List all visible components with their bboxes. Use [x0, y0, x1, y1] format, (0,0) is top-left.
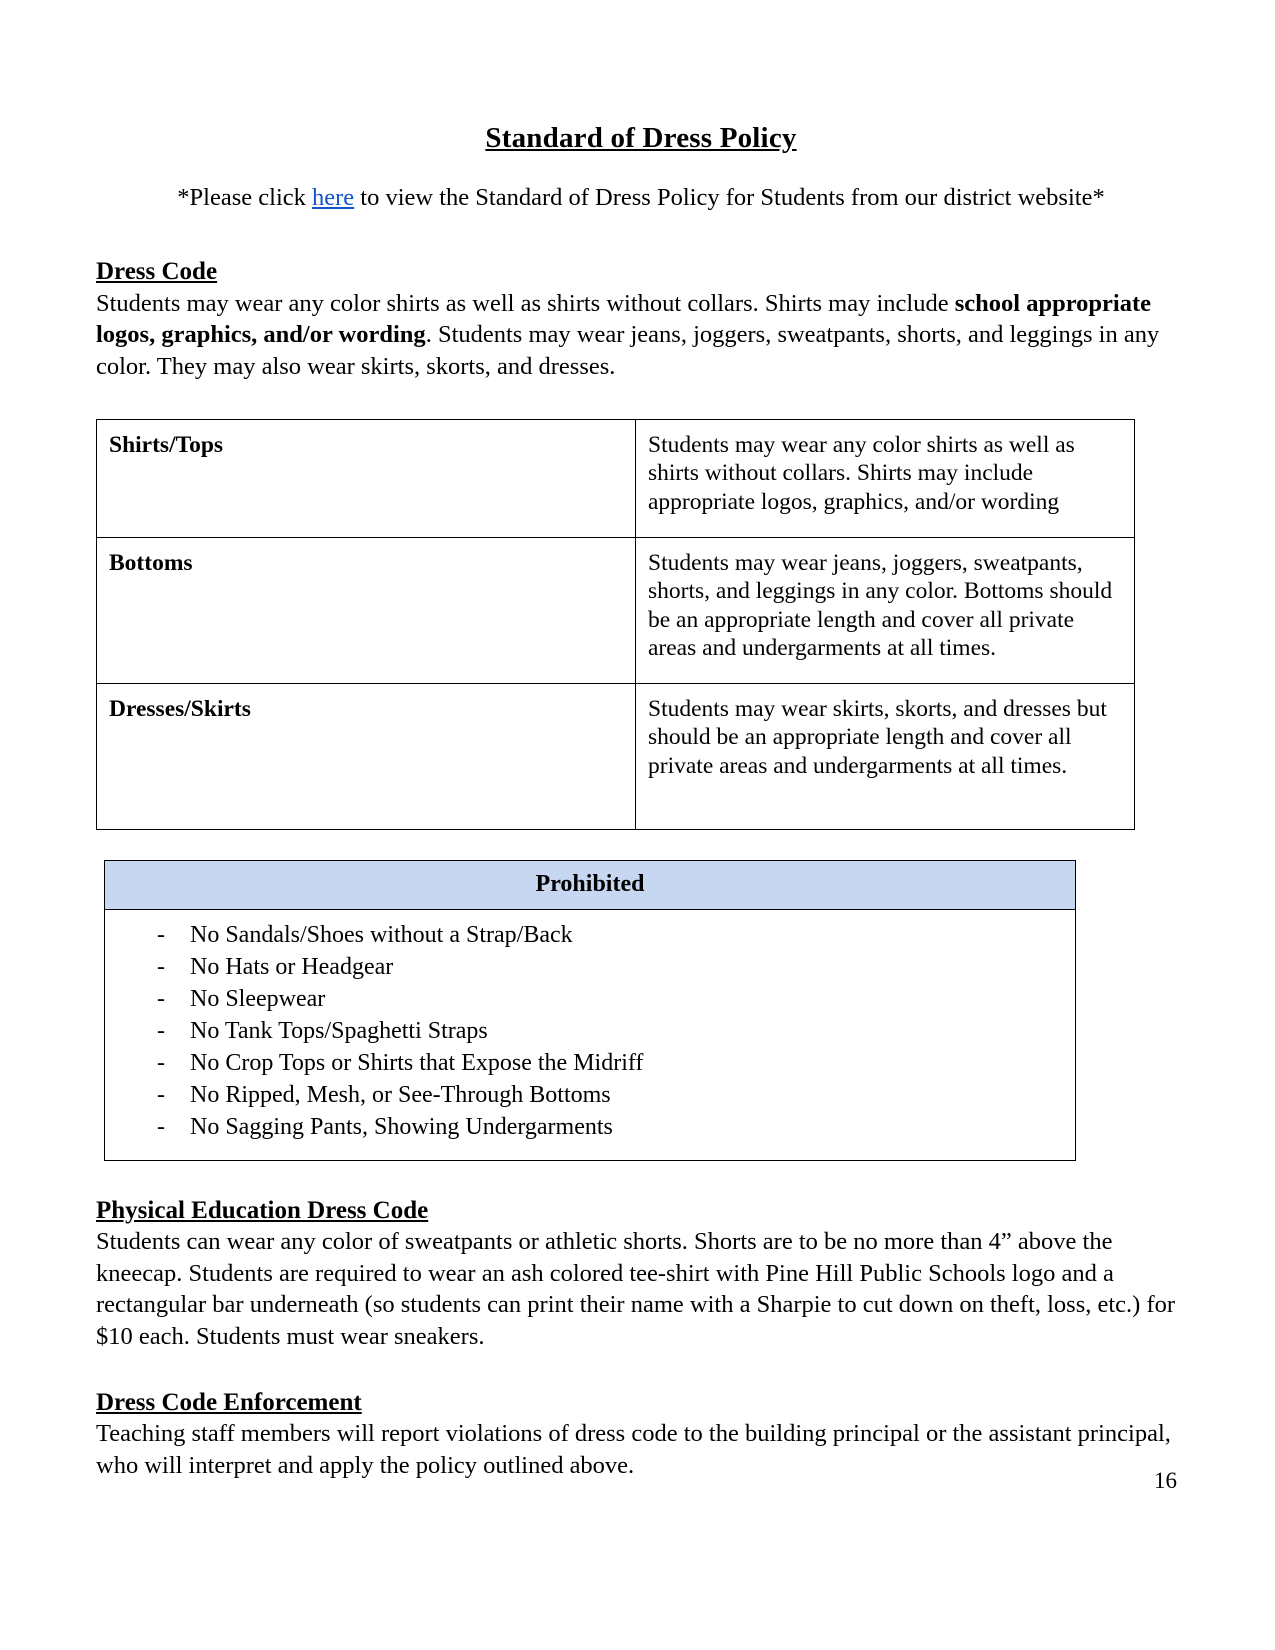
dress-code-text-2: . Students may wear jeans, joggers, sweatpants, shorts, and leggings in any color. They may also wear skirts, skorts, and dresses. [96, 321, 1160, 381]
table-cell-label: Dresses/Skirts [97, 684, 636, 830]
enforcement-heading: Dress Code Enforcement [96, 1389, 362, 1417]
bullet-marker: - [157, 1049, 165, 1076]
prohibited-body [105, 910, 1075, 1159]
district-website-link[interactable]: here [312, 184, 355, 211]
link-line-suffix: to view the Standard of Dress Policy for Students from our district website* [354, 184, 1105, 211]
list-item [105, 920, 1075, 952]
list-item-text: No Ripped, Mesh, or See-Through Bottoms [190, 1081, 611, 1108]
list-item [105, 984, 1075, 1016]
pe-dress-code-paragraph: Students can wear any color of sweatpants or athletic shorts. Shorts are to be no more than 4” above the kneecap. Students are required to wear an ash colored tee-shirt with Pine Hill Public Schools logo and a rectangular bar underneath (so students can print their name with a Sharpie to cut down on theft, loss, etc.) for $10 each. Students must wear sneakers. [96, 1227, 1176, 1351]
bullet-marker: - [157, 1113, 165, 1140]
district-website-line [96, 183, 1186, 212]
list-item-text: No Sagging Pants, Showing Undergarments [190, 1113, 613, 1140]
list-item [105, 1016, 1075, 1048]
table-row [97, 420, 1135, 538]
table-cell-description: Students may wear skirts, skorts, and dresses but should be an appropriate length and cover all private areas and undergarments at all times. [636, 684, 1135, 830]
dress-code-paragraph [96, 288, 1186, 384]
list-item-text: No Sleepwear [190, 985, 326, 1012]
bullet-marker: - [157, 1017, 165, 1044]
prohibited-header: Prohibited [105, 861, 1075, 910]
list-item [105, 1080, 1075, 1112]
list-item [105, 952, 1075, 984]
list-item [105, 1112, 1075, 1144]
list-item-text: No Tank Tops/Spaghetti Straps [190, 1017, 488, 1044]
pe-dress-code-section [96, 1195, 1186, 1354]
dress-code-heading: Dress Code [96, 258, 218, 286]
list-item [105, 1048, 1075, 1080]
link-line-prefix: *Please click [177, 184, 312, 211]
page-content [96, 0, 1186, 1482]
list-item-text: No Sandals/Shoes without a Strap/Back [190, 922, 573, 949]
table-cell-description: Students may wear any color shirts as well as shirts without collars. Shirts may include appropriate logos, graphics, and/or wording [636, 420, 1135, 538]
enforcement-paragraph: Teaching staff members will report violations of dress code to the building principal or the assistant principal, who will interpret and apply the policy outlined above. [96, 1420, 1171, 1480]
prohibited-box [104, 860, 1076, 1160]
dress-code-text-1: Students may wear any color shirts as well as shirts without collars. Shirts may include [96, 289, 955, 317]
page-title: Standard of Dress Policy [485, 122, 797, 154]
bullet-marker: - [157, 954, 165, 981]
table-row [97, 684, 1135, 830]
dress-code-text-bold: school appropriate logos, graphics, and/or wording [96, 289, 1151, 349]
dress-code-table [96, 419, 1135, 830]
list-item-text: No Crop Tops or Shirts that Expose the Midriff [190, 1049, 644, 1076]
bullet-marker: - [157, 985, 165, 1012]
bullet-marker: - [157, 1081, 165, 1108]
prohibited-list [105, 920, 1075, 1143]
table-cell-label: Shirts/Tops [97, 420, 636, 538]
dress-code-section [96, 256, 1186, 383]
page-number: 16 [1154, 1468, 1177, 1493]
pe-dress-code-heading: Physical Education Dress Code [96, 1196, 429, 1224]
enforcement-section [96, 1387, 1186, 1482]
table-row [97, 538, 1135, 684]
list-item-text: No Hats or Headgear [190, 954, 394, 981]
table-cell-description: Students may wear jeans, joggers, sweatpants, shorts, and leggings in any color. Bottoms should be an appropriate length and cover all private areas and undergarments at all times. [636, 538, 1135, 684]
table-cell-label: Bottoms [97, 538, 636, 684]
bullet-marker: - [157, 922, 165, 949]
